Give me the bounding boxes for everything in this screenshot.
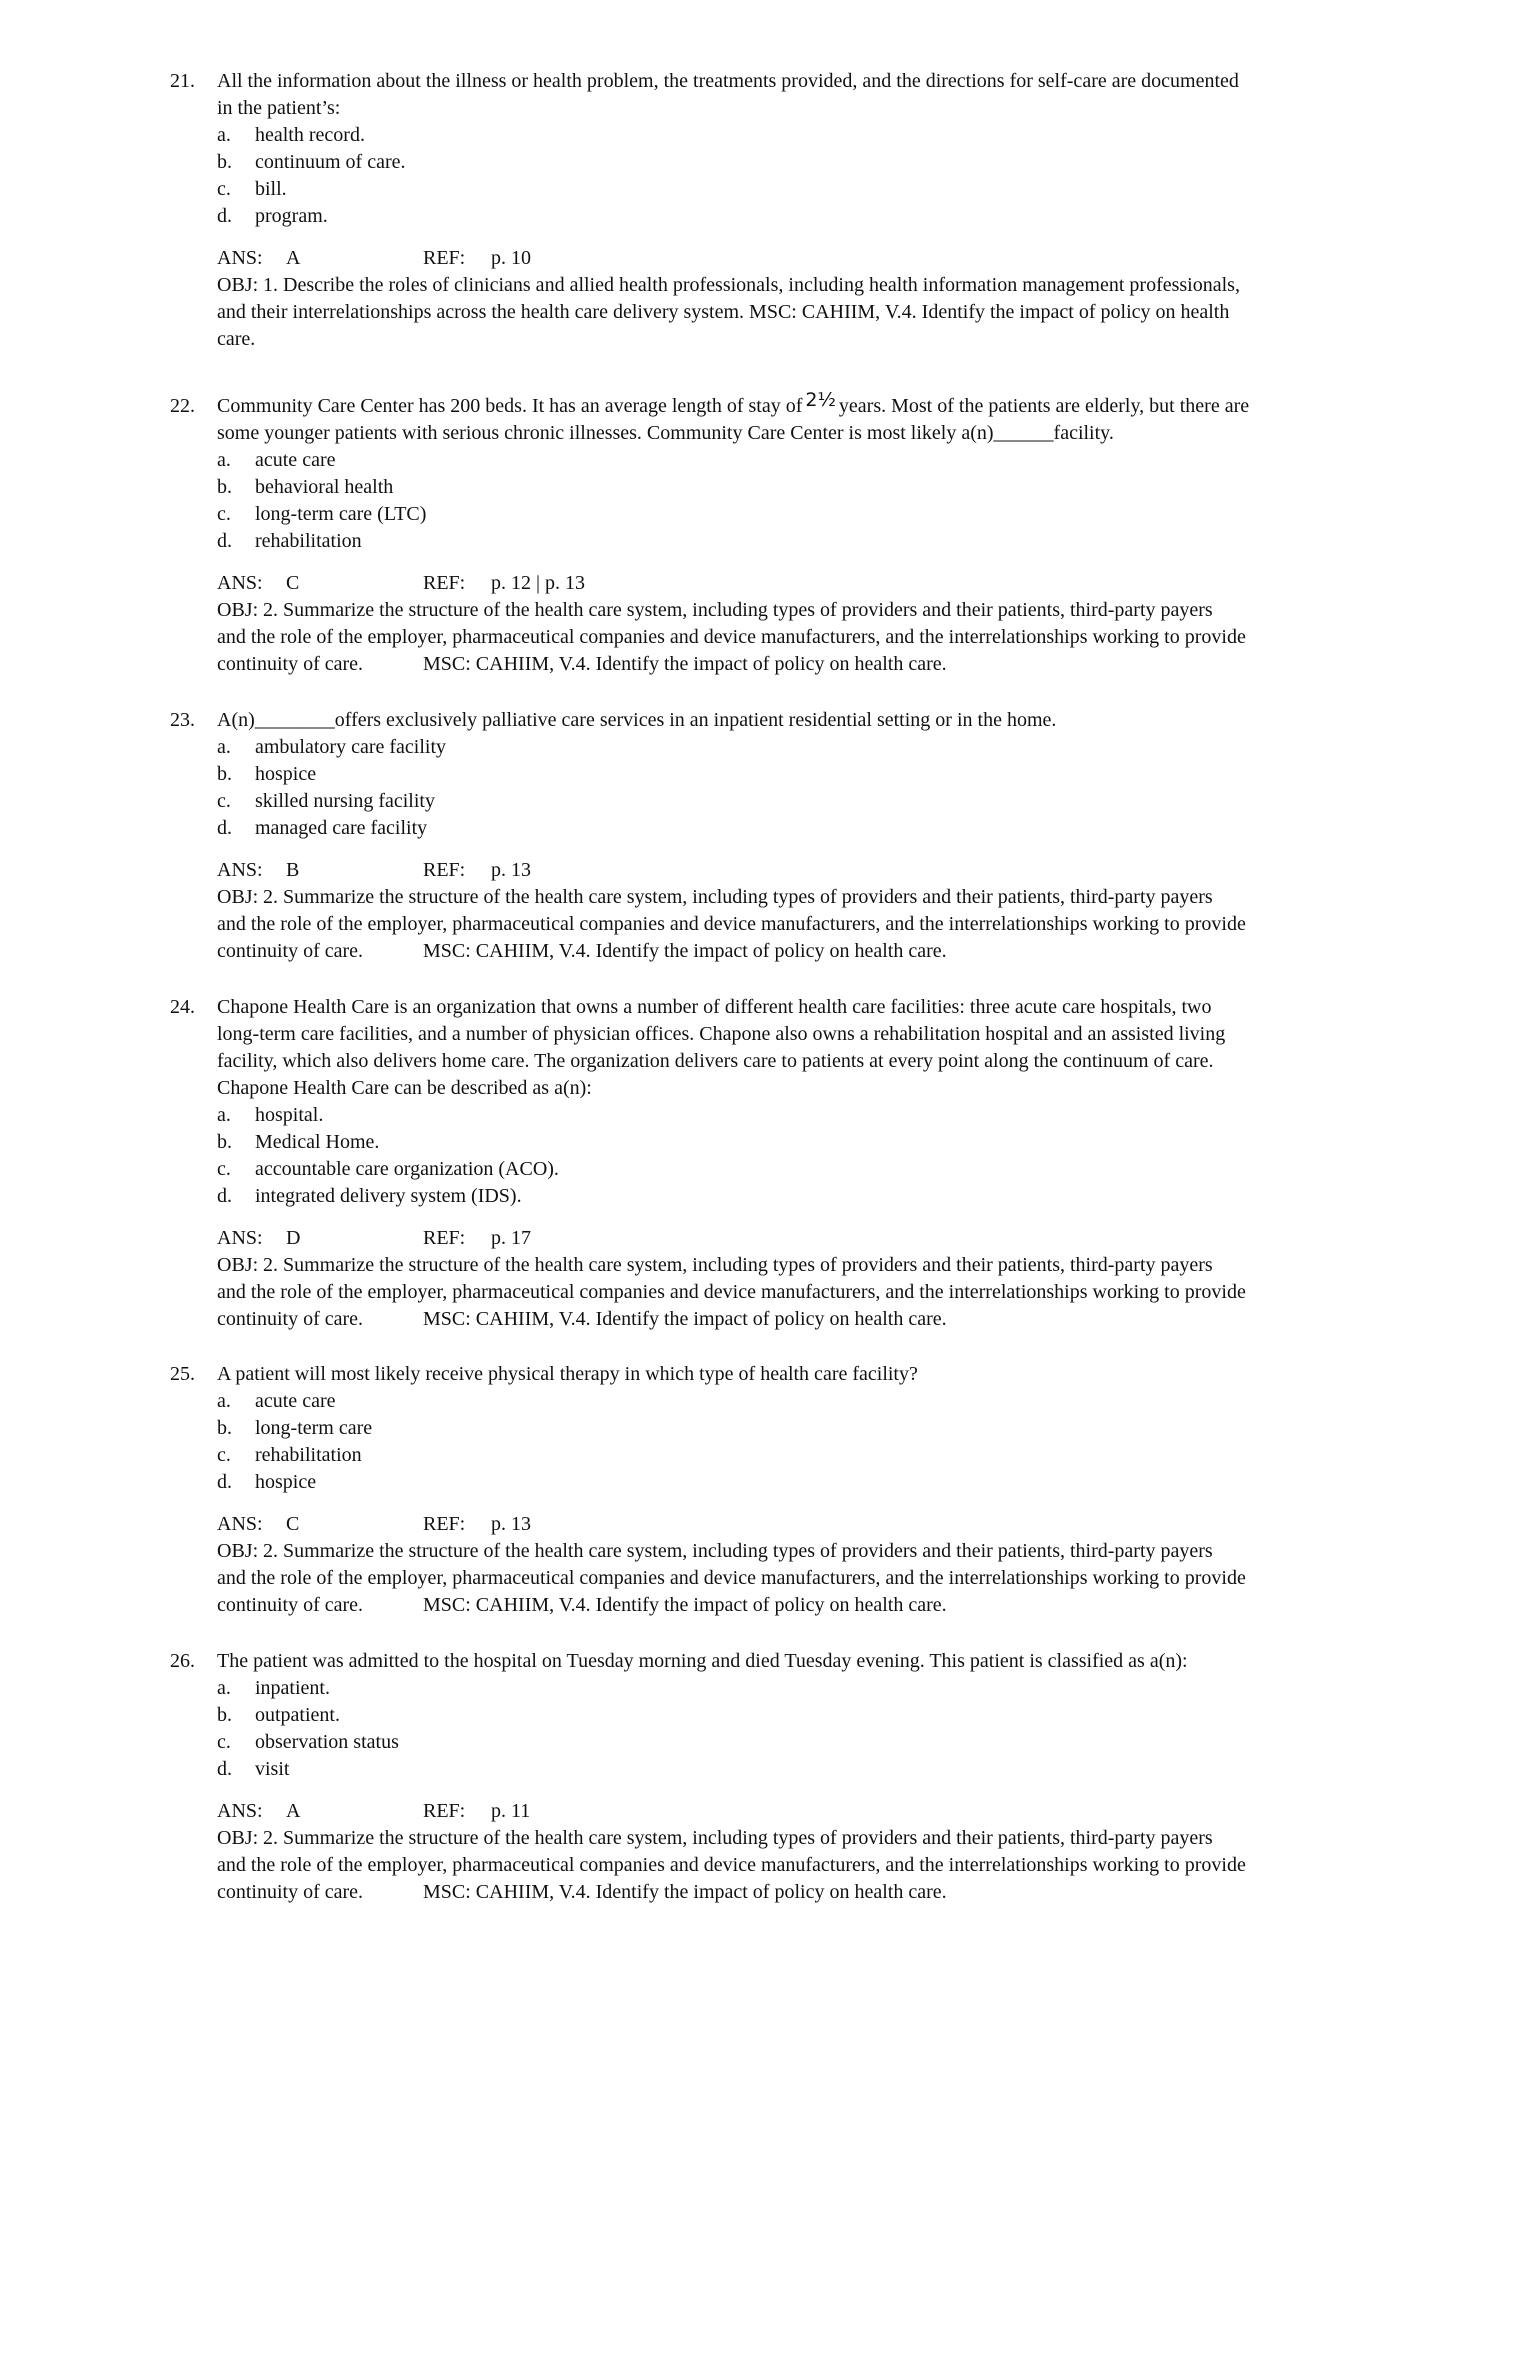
ans-label: ANS: <box>217 1513 263 1535</box>
ans-label: ANS: <box>217 859 263 881</box>
objective-line <box>170 1592 1430 1619</box>
question-stem-line <box>170 68 1430 95</box>
option-text: Medical Home. <box>255 1131 380 1153</box>
stem-text: Chapone Health Care is an organization that owns a number of different health care facilities: three acute care hospitals, two <box>217 996 1212 1018</box>
stem-text: A(n)________offers exclusively palliative care services in an inpatient residential setting or in the home. <box>217 709 1057 731</box>
option-letter: c. <box>217 1158 231 1180</box>
option-letter: d. <box>217 1758 232 1780</box>
ref-label: REF: <box>423 1800 466 1822</box>
option-letter: d. <box>217 205 232 227</box>
obj-label: OBJ: <box>217 1540 259 1562</box>
objective-text: and the role of the employer, pharmaceutical companies and device manufacturers, and the interrelationships working to provide <box>217 1281 1246 1303</box>
objective-line <box>170 1565 1430 1592</box>
ans-label: ANS: <box>217 1227 263 1249</box>
question-stem-line <box>170 1021 1430 1048</box>
option-text: managed care facility <box>255 817 428 839</box>
question-block <box>170 994 1430 1333</box>
option-letter: d. <box>217 817 232 839</box>
question-stem-line <box>170 1075 1430 1102</box>
objective-line <box>170 597 1430 624</box>
answer-key-line <box>170 245 1430 272</box>
answer-option <box>170 1156 1430 1183</box>
objective-text: and the role of the employer, pharmaceutical companies and device manufacturers, and the interrelationships working to provide <box>217 1854 1246 1876</box>
option-text: health record. <box>255 124 365 146</box>
question-block <box>170 1648 1430 1906</box>
option-letter: b. <box>217 151 232 173</box>
objective-line <box>170 1852 1430 1879</box>
obj-label: OBJ: <box>217 886 259 908</box>
msc-text: MSC: CAHIIM, V.4. Identify the impact of policy on health care. <box>423 1594 947 1616</box>
objective-text: 2. Summarize the structure of the health care system, including types of providers and their patients, third-party payers <box>263 886 1213 908</box>
objective-text: continuity of care. <box>217 940 364 962</box>
spacer <box>170 842 1430 857</box>
option-text: rehabilitation <box>255 1444 362 1466</box>
msc-text: MSC: CAHIIM, V.4. Identify the impact of policy on health care. <box>423 940 947 962</box>
objective-text: and the role of the employer, pharmaceutical companies and device manufacturers, and the interrelationships working to provide <box>217 626 1246 648</box>
objective-text: 2. Summarize the structure of the health care system, including types of providers and their patients, third-party payers <box>263 599 1213 621</box>
question-stem-line <box>170 389 1430 420</box>
spacer <box>170 1496 1430 1511</box>
option-letter: a. <box>217 1677 231 1699</box>
answer-option <box>170 1415 1430 1442</box>
question-block <box>170 68 1430 353</box>
option-text: program. <box>255 205 328 227</box>
question-number: 26. <box>170 1650 195 1672</box>
answer-option <box>170 788 1430 815</box>
option-letter: b. <box>217 476 232 498</box>
stem-text: Chapone Health Care can be described as a(n): <box>217 1077 592 1099</box>
option-letter: a. <box>217 1390 231 1412</box>
objective-line <box>170 1538 1430 1565</box>
ans-value: C <box>286 1513 300 1535</box>
stem-text: facility, which also delivers home care. The organization delivers care to patients at every point along the continuum of care. <box>217 1050 1214 1072</box>
objective-line <box>170 1879 1430 1906</box>
question-stem-line <box>170 1048 1430 1075</box>
answer-option <box>170 1469 1430 1496</box>
objective-line <box>170 911 1430 938</box>
option-text: acute care <box>255 1390 336 1412</box>
question-block <box>170 389 1430 678</box>
obj-label: OBJ: <box>217 1827 259 1849</box>
answer-option <box>170 761 1430 788</box>
option-text: acute care <box>255 449 336 471</box>
spacer <box>170 555 1430 570</box>
option-letter: d. <box>217 1471 232 1493</box>
option-text: continuum of care. <box>255 151 406 173</box>
option-text: behavioral health <box>255 476 394 498</box>
question-stem-line <box>170 1648 1430 1675</box>
objective-line <box>170 884 1430 911</box>
objective-line <box>170 1825 1430 1852</box>
stem-text: in the patient’s: <box>217 97 341 119</box>
answer-key-line <box>170 1225 1430 1252</box>
objective-text: 2. Summarize the structure of the health care system, including types of providers and their patients, third-party payers <box>263 1540 1213 1562</box>
ans-value: B <box>286 859 300 881</box>
answer-option <box>170 122 1430 149</box>
msc-text: MSC: CAHIIM, V.4. Identify the impact of policy on health care. <box>423 653 947 675</box>
objective-line <box>170 1306 1430 1333</box>
option-text: hospice <box>255 1471 317 1493</box>
option-text: observation status <box>255 1731 399 1753</box>
option-text: integrated delivery system (IDS). <box>255 1185 522 1207</box>
question-stem-line <box>170 1361 1430 1388</box>
option-letter: c. <box>217 178 231 200</box>
objective-line <box>170 938 1430 965</box>
answer-option <box>170 474 1430 501</box>
option-letter: b. <box>217 1417 232 1439</box>
option-text: hospital. <box>255 1104 324 1126</box>
option-text: accountable care organization (ACO). <box>255 1158 559 1180</box>
question-block <box>170 1361 1430 1619</box>
option-text: long-term care <box>255 1417 373 1439</box>
question-block <box>170 707 1430 965</box>
stem-text: years. Most of the patients are elderly, but there are <box>838 395 1250 417</box>
stem-text: long-term care facilities, and a number of physician offices. Chapone also owns a rehabilitation hospital and an assisted living <box>217 1023 1226 1045</box>
option-text: bill. <box>255 178 287 200</box>
option-text: rehabilitation <box>255 530 362 552</box>
ref-label: REF: <box>423 859 466 881</box>
question-number: 24. <box>170 996 195 1018</box>
msc-text: MSC: CAHIIM, V.4. Identify the impact of policy on health care. <box>423 1881 947 1903</box>
obj-label: OBJ: <box>217 599 259 621</box>
answer-option <box>170 149 1430 176</box>
answer-key-line <box>170 1511 1430 1538</box>
ans-value: A <box>286 247 301 269</box>
spacer <box>170 1783 1430 1798</box>
answer-option <box>170 501 1430 528</box>
ref-value: p. 11 <box>491 1800 531 1822</box>
ref-value: p. 12 | p. 13 <box>491 572 586 594</box>
answer-option <box>170 1675 1430 1702</box>
ans-value: A <box>286 1800 301 1822</box>
ref-value: p. 10 <box>491 247 531 269</box>
option-letter: c. <box>217 1731 231 1753</box>
option-letter: c. <box>217 1444 231 1466</box>
objective-text: continuity of care. <box>217 1881 364 1903</box>
answer-option <box>170 1129 1430 1156</box>
question-stem-line <box>170 420 1430 447</box>
option-letter: c. <box>217 503 231 525</box>
stem-text: The patient was admitted to the hospital on Tuesday morning and died Tuesday evening. This patient is classified as a(n): <box>217 1650 1188 1672</box>
ans-label: ANS: <box>217 572 263 594</box>
answer-key-line <box>170 570 1430 597</box>
stem-text: some younger patients with serious chronic illnesses. Community Care Center is most likely a(n)______facility. <box>217 422 1114 444</box>
ans-label: ANS: <box>217 1800 263 1822</box>
option-text: inpatient. <box>255 1677 330 1699</box>
answer-option <box>170 1729 1430 1756</box>
ans-value: C <box>286 572 300 594</box>
question-stem-line <box>170 707 1430 734</box>
ref-value: p. 13 <box>491 1513 531 1535</box>
spacer <box>170 1210 1430 1225</box>
option-text: hospice <box>255 763 317 785</box>
answer-option <box>170 1388 1430 1415</box>
option-text: outpatient. <box>255 1704 340 1726</box>
objective-text: care. <box>217 328 256 350</box>
obj-label: OBJ: <box>217 274 259 296</box>
stem-text: All the information about the illness or health problem, the treatments provided, and the directions for self-care are documented <box>217 70 1239 92</box>
objective-text: continuity of care. <box>217 1308 364 1330</box>
objective-text: and the role of the employer, pharmaceutical companies and device manufacturers, and the interrelationships working to provide <box>217 913 1246 935</box>
objective-line <box>170 624 1430 651</box>
answer-option <box>170 1442 1430 1469</box>
option-letter: a. <box>217 736 231 758</box>
question-stem-line <box>170 994 1430 1021</box>
objective-line <box>170 1279 1430 1306</box>
msc-text: MSC: CAHIIM, V.4. Identify the impact of policy on health care. <box>423 1308 947 1330</box>
objective-line <box>170 299 1430 326</box>
option-letter: d. <box>217 1185 232 1207</box>
option-letter: a. <box>217 449 231 471</box>
question-stem-line <box>170 95 1430 122</box>
ref-label: REF: <box>423 1513 466 1535</box>
question-number: 23. <box>170 709 195 731</box>
answer-option <box>170 1702 1430 1729</box>
question-number: 22. <box>170 395 195 417</box>
stem-text: A patient will most likely receive physical therapy in which type of health care facility? <box>217 1363 918 1385</box>
answer-option <box>170 528 1430 555</box>
answer-key-line <box>170 1798 1430 1825</box>
fraction-two-and-a-half: 2½ <box>805 389 836 411</box>
objective-text: continuity of care. <box>217 653 364 675</box>
spacer <box>170 230 1430 245</box>
option-letter: b. <box>217 1131 232 1153</box>
objective-line <box>170 272 1430 299</box>
ref-value: p. 17 <box>491 1227 531 1249</box>
option-letter: a. <box>217 124 231 146</box>
option-letter: b. <box>217 763 232 785</box>
answer-option <box>170 176 1430 203</box>
obj-label: OBJ: <box>217 1254 259 1276</box>
answer-key-line <box>170 857 1430 884</box>
answer-option <box>170 1756 1430 1783</box>
option-text: skilled nursing facility <box>255 790 435 812</box>
answer-option <box>170 815 1430 842</box>
option-letter: a. <box>217 1104 231 1126</box>
option-text: long-term care (LTC) <box>255 503 427 525</box>
stem-text: Community Care Center has 200 beds. It has an average length of stay of <box>217 395 803 417</box>
option-text: visit <box>255 1758 290 1780</box>
answer-option <box>170 1183 1430 1210</box>
answer-option <box>170 203 1430 230</box>
objective-line <box>170 1252 1430 1279</box>
answer-option <box>170 734 1430 761</box>
option-letter: c. <box>217 790 231 812</box>
objective-text: 1. Describe the roles of clinicians and allied health professionals, including health information management professionals, <box>263 274 1240 296</box>
ref-label: REF: <box>423 1227 466 1249</box>
objective-text: and their interrelationships across the health care delivery system. MSC: CAHIIM, V.4. Identify the impact of policy on health <box>217 301 1230 323</box>
answer-option <box>170 1102 1430 1129</box>
option-letter: b. <box>217 1704 232 1726</box>
ans-value: D <box>286 1227 301 1249</box>
option-letter: d. <box>217 530 232 552</box>
ref-label: REF: <box>423 572 466 594</box>
objective-text: continuity of care. <box>217 1594 364 1616</box>
objective-text: 2. Summarize the structure of the health care system, including types of providers and their patients, third-party payers <box>263 1254 1213 1276</box>
objective-line <box>170 651 1430 678</box>
ref-value: p. 13 <box>491 859 531 881</box>
objective-line <box>170 326 1430 353</box>
objective-text: 2. Summarize the structure of the health care system, including types of providers and their patients, third-party payers <box>263 1827 1213 1849</box>
option-text: ambulatory care facility <box>255 736 447 758</box>
answer-option <box>170 447 1430 474</box>
ref-label: REF: <box>423 247 466 269</box>
question-number: 25. <box>170 1363 195 1385</box>
question-number: 21. <box>170 70 195 92</box>
objective-text: and the role of the employer, pharmaceutical companies and device manufacturers, and the interrelationships working to provide <box>217 1567 1246 1589</box>
ans-label: ANS: <box>217 247 263 269</box>
